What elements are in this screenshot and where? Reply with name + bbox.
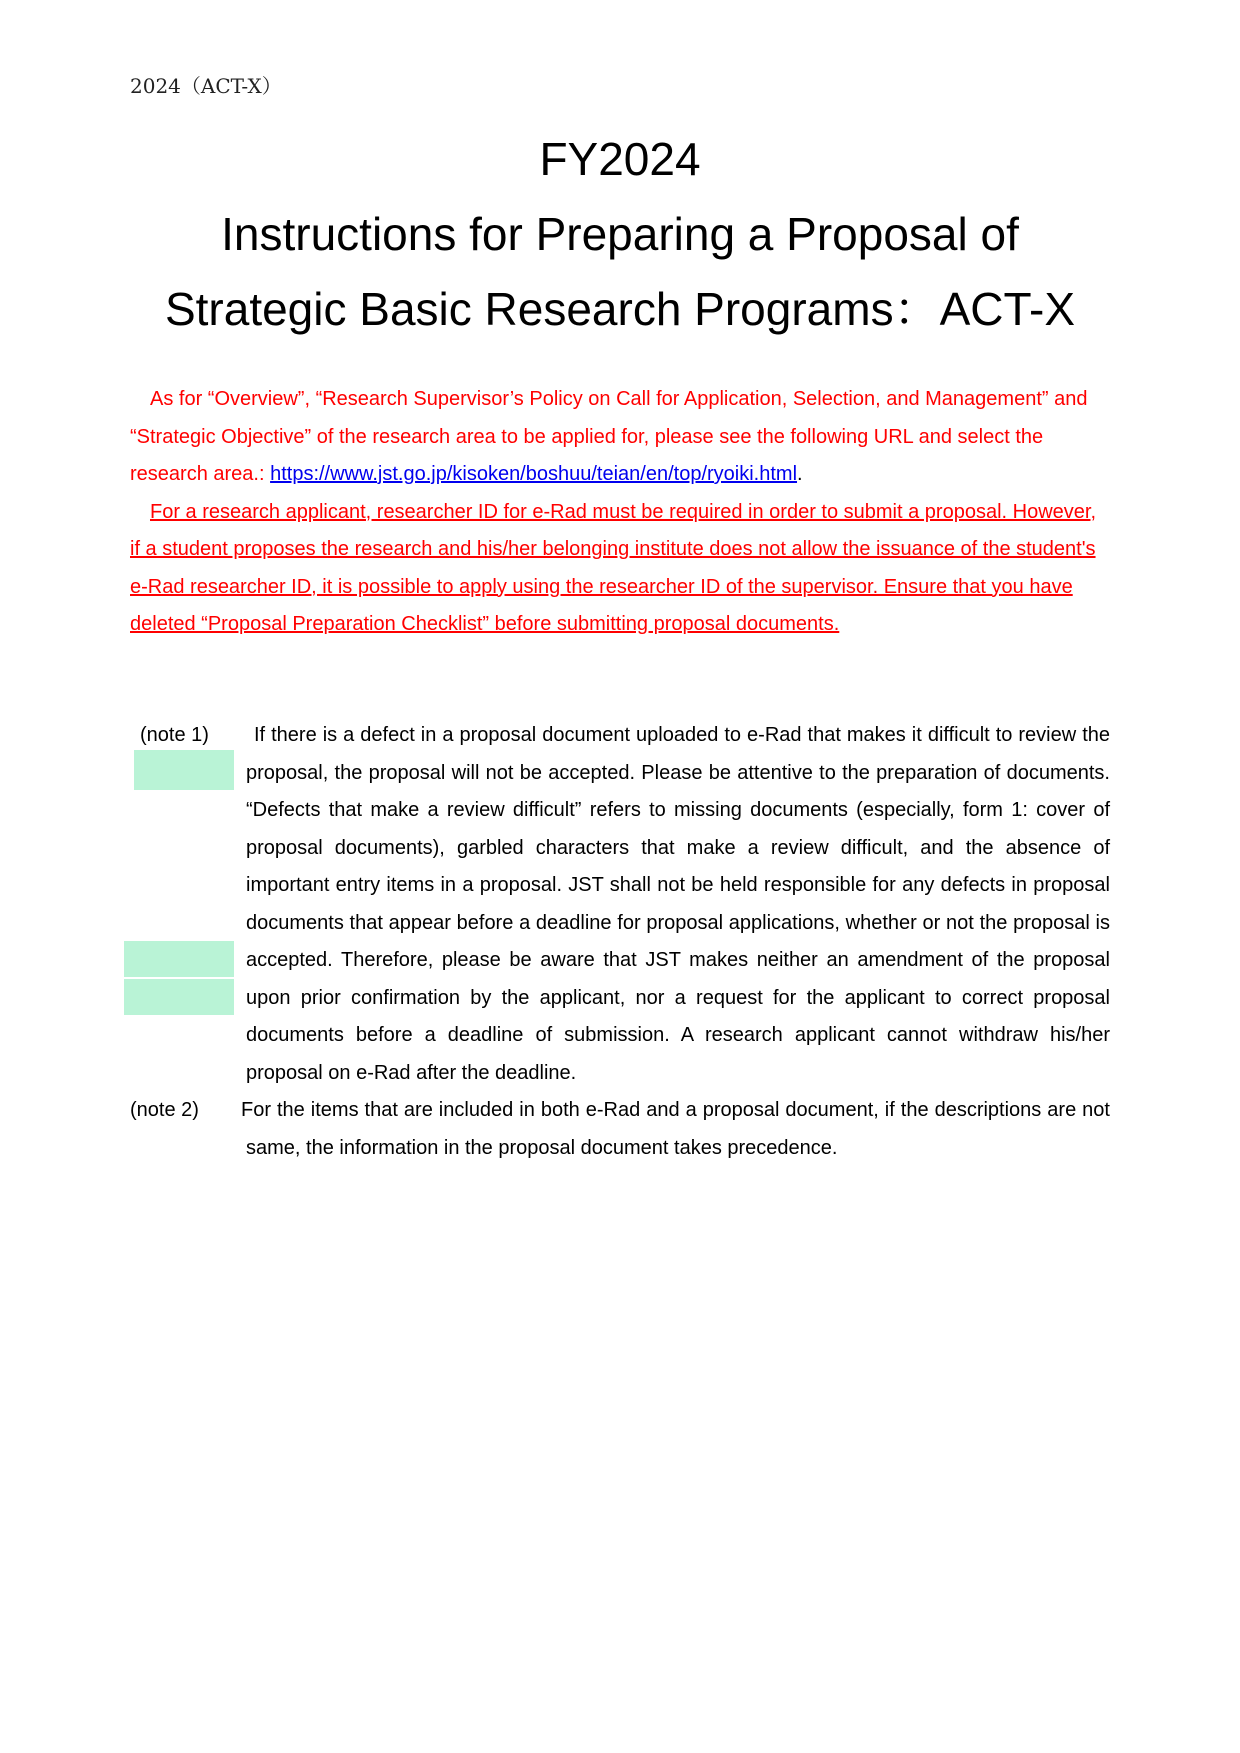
- notice-paragraph-researcher-id: [130, 494, 1110, 644]
- title-program: Strategic Basic Research Programs：ACT-X: [164, 283, 1076, 335]
- note-label: (note 2): [130, 1099, 199, 1121]
- document-code-label: 2024（ACT-X）: [130, 74, 282, 98]
- notice-overview-text: As for “Overview”, “Research Supervisor’s Policy on Call for Application, Selection, and Management” and “Strategic Objective” of the research area to be applied for, please see the following URL and select the research area.:: [130, 388, 1088, 485]
- notes-section: [130, 717, 1110, 1167]
- notice-researcher-id-text: For a research applicant, researcher ID for e-Rad must be required in order to submit a proposal. However, if a student proposes the research and his/her belonging institute does not allow the issuance of the student's e-Rad researcher ID, it is possible to apply using the researcher ID of the supervisor. Ensure that you have deleted “Proposal Preparation Checklist” before submitting proposal documents.: [130, 500, 1096, 635]
- notice-paragraph-overview: [130, 381, 1110, 494]
- note-text: For the items that are included in both e-Rad and a proposal document, if the descriptions are not same, the information in the proposal document takes precedence.: [241, 1099, 1110, 1159]
- note-item: [130, 1092, 1110, 1167]
- document-title: [0, 122, 1240, 347]
- note-label: (note 1): [140, 724, 209, 746]
- notice-section: [130, 381, 1110, 644]
- note-item: [130, 717, 1110, 1092]
- title-year: FY2024: [539, 133, 701, 185]
- url-suffix: .: [797, 463, 803, 485]
- research-area-url-link[interactable]: https://www.jst.go.jp/kisoken/boshuu/teian/en/top/ryoiki.html: [270, 463, 798, 485]
- title-main: Instructions for Preparing a Proposal of: [221, 208, 1019, 260]
- note-text: If there is a defect in a proposal document uploaded to e-Rad that makes it difficult to review the proposal, the proposal will not be accepted. Please be attentive to the preparation of documents. “Defects that make a review difficult” refers to missing documents (especially, form 1: cover of proposal documents), garbled characters that make a review difficult, and the absence of important entry items in a proposal. JST shall not be held responsible for any defects in proposal documents that appear before a deadline for proposal applications, whether or not the proposal is accepted. Therefore, please be aware that JST makes neither an amendment of the proposal upon prior confirmation by the applicant, nor a request for the applicant to correct proposal documents before a deadline of submission. A research applicant cannot withdraw his/her proposal on e-Rad after the deadline.: [246, 724, 1110, 1084]
